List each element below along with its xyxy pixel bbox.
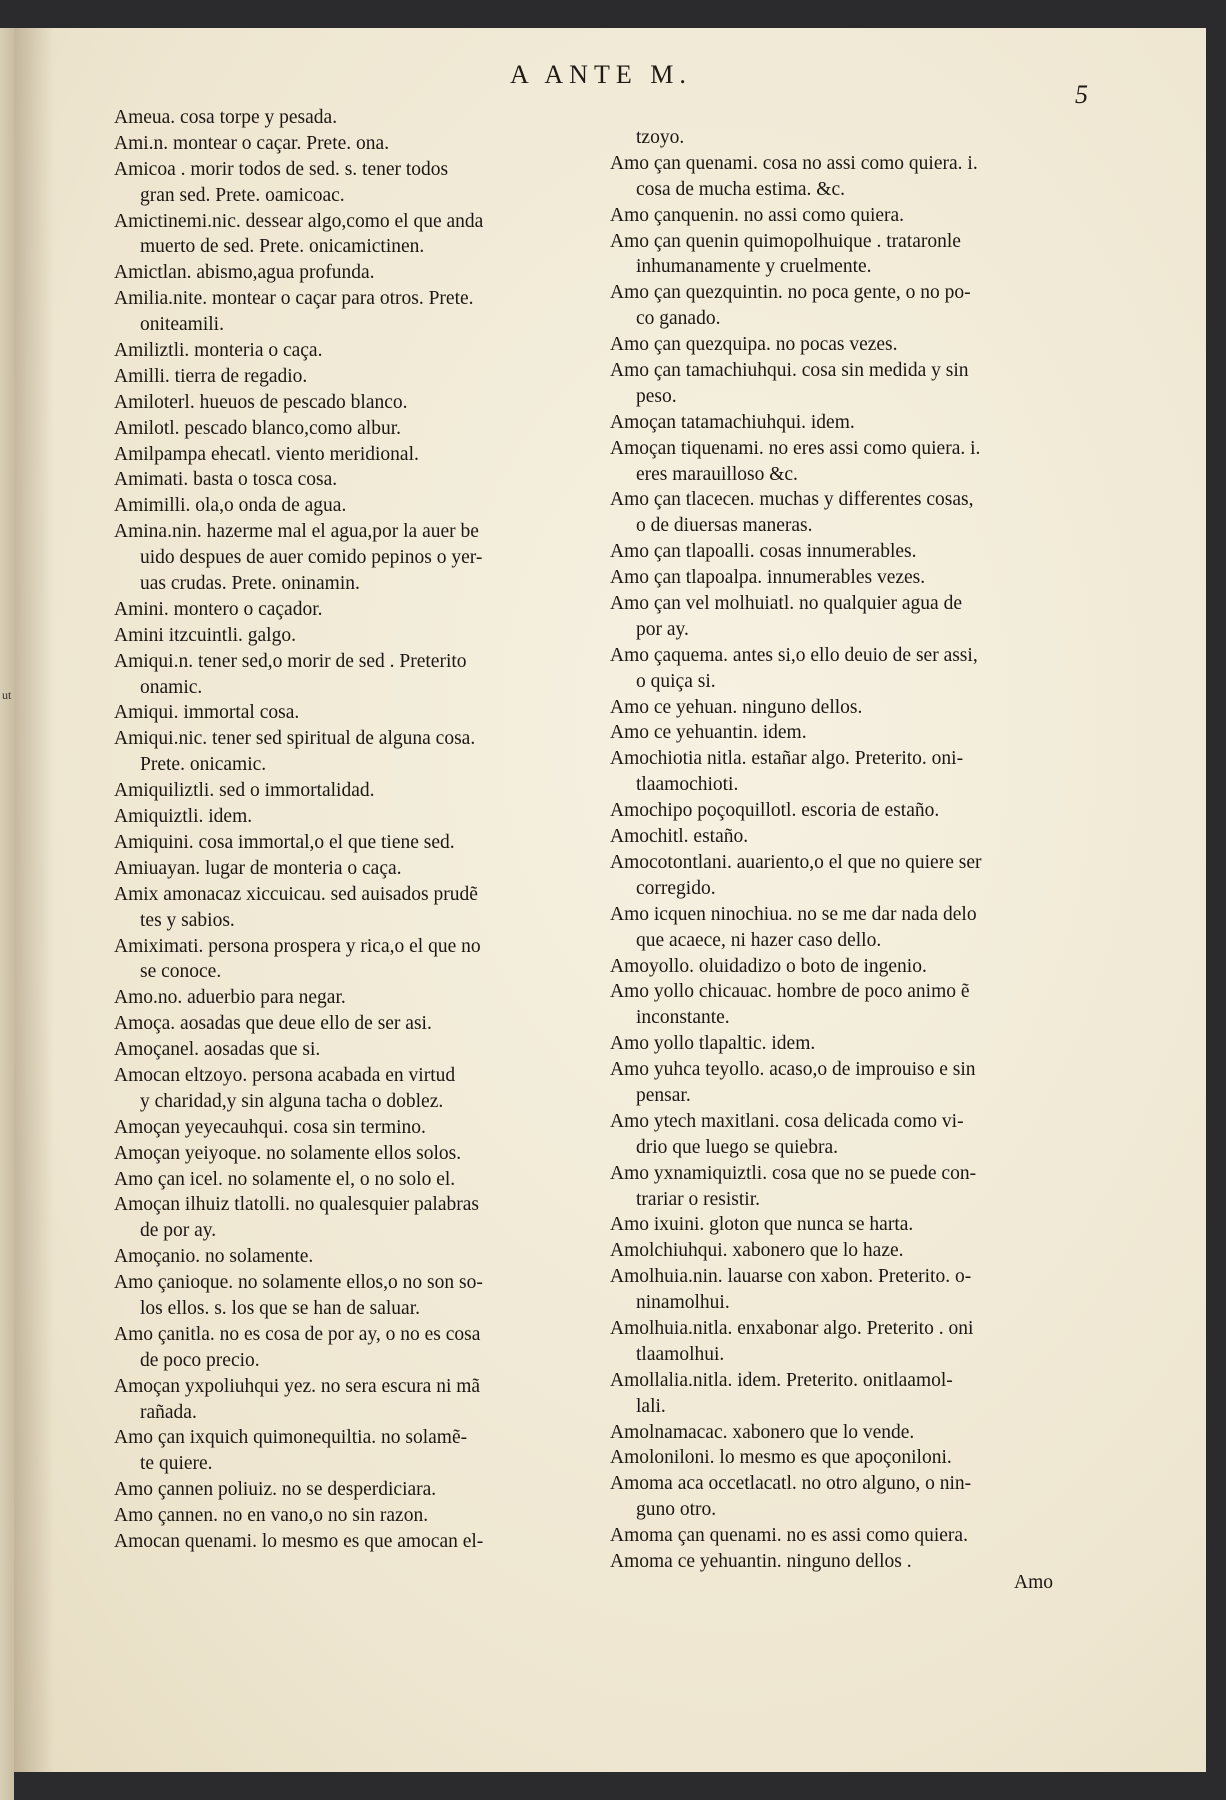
text-line: Amochitl. estaño. [610, 826, 749, 848]
text-line: lali. [636, 1395, 666, 1417]
text-line: Amocan quenami. lo mesmo es que amocan el- [114, 1530, 484, 1552]
text-line: Amini itzcuintli. galgo. [114, 624, 296, 646]
text-line: Amictlan. abismo,agua profunda. [114, 262, 375, 284]
text-line: Amina.nin. hazerme mal el agua,por la auer be [114, 521, 479, 543]
text-line: Amicoa . morir todos de sed. s. tener todos [114, 158, 449, 180]
text-line: Amoma çan quenami. no es assi como quiera. [610, 1525, 968, 1547]
text-line: oniteamili. [140, 314, 224, 336]
text-line: muerto de sed. Prete. onicamictinen. [140, 236, 425, 258]
text-line: que acaece, ni hazer caso dello. [636, 929, 882, 951]
text-line: Amo çanquenin. no assi como quiera. [610, 204, 905, 226]
text-line: por ay. [636, 618, 689, 640]
text-line: inconstante. [636, 1007, 730, 1029]
text-line: Amoçan tatamachiuhqui. idem. [610, 411, 855, 433]
text-line: Amochipo poçoquillotl. escoria de estaño. [610, 800, 940, 822]
text-line: Ami.n. montear o caçar. Prete. ona. [114, 132, 390, 154]
text-line: o quiça si. [636, 670, 716, 692]
text-line: Amolhuia.nitla. enxabonar algo. Preterito . oni [610, 1317, 974, 1339]
text-line: Amolchiuhqui. xabonero que lo haze. [610, 1240, 904, 1262]
text-line: Amoçan yxpoliuhqui yez. no sera escura ni mã [114, 1375, 481, 1397]
text-line: cosa de mucha estima. &c. [636, 178, 846, 200]
right-column [610, 125, 1080, 1575]
text-line: Amollalia.nitla. idem. Preterito. onitlaamol- [610, 1369, 953, 1391]
gutter-shadow [14, 28, 54, 1772]
text-line: Amo ixuini. gloton que nunca se harta. [610, 1214, 914, 1236]
text-line: Amiquiztli. idem. [114, 806, 253, 828]
text-line: Amoça. aosadas que deue ello de ser asi. [114, 1013, 432, 1035]
text-line: co ganado. [636, 308, 721, 330]
running-header: A ANTE M. [510, 60, 692, 89]
text-line: y charidad,y sin alguna tacha o doblez. [140, 1090, 444, 1112]
text-line: Amiloterl. hueuos de pescado blanco. [114, 391, 408, 413]
text-line: Amo çan quenin quimopolhuique . trataronle [610, 230, 961, 252]
facing-page-edge [0, 28, 14, 1800]
text-line: Amo çanitla. no es cosa de por ay, o no es cosa [114, 1323, 481, 1345]
text-line: Amo çan tlacecen. muchas y differentes cosas, [610, 489, 974, 511]
text-line: Amiquini. cosa immortal,o el que tiene sed. [114, 831, 455, 853]
text-line: Ameua. cosa torpe y pesada. [114, 107, 338, 128]
text-line: inhumanamente y cruelmente. [636, 256, 872, 278]
text-line: gran sed. Prete. oamicoac. [140, 184, 345, 206]
margin-mark: ut [2, 688, 12, 702]
text-line: de por ay. [140, 1220, 217, 1242]
text-line: Amo ce yehuan. ninguno dellos. [610, 696, 863, 718]
text-line: trariar o resistir. [636, 1188, 760, 1210]
text-line: Amo çan icel. no solamente el, o no solo el. [114, 1168, 456, 1190]
text-line: uido despues de auer comido pepinos o yer- [140, 547, 483, 569]
text-line: Amolhuia.nin. lauarse con xabon. Preterito. o- [610, 1266, 972, 1288]
text-line: guno otro. [636, 1499, 717, 1521]
text-line: tes y sabios. [140, 909, 235, 931]
text-line: Amo yxnamiquiztli. cosa que no se puede con- [610, 1162, 977, 1184]
text-line: Amimati. basta o tosca cosa. [114, 469, 338, 491]
text-line: Amo ce yehuantin. idem. [610, 722, 807, 744]
text-line: Amo çan vel molhuiatl. no qualquier agua de [610, 593, 962, 615]
text-line: Amo icquen ninochiua. no se me dar nada delo [610, 903, 977, 925]
text-line: Amoma aca occetlacatl. no otro alguno, o nin- [610, 1473, 972, 1495]
text-line: Amo yollo chicauac. hombre de poco animo ẽ [610, 981, 970, 1003]
text-line: eres marauilloso &c. [636, 463, 798, 485]
text-line: Amoçanel. aosadas que si. [114, 1039, 321, 1061]
text-line: Amo ytech maxitlani. cosa delicada como vi- [610, 1110, 964, 1132]
text-line: Amoçan ilhuiz tlatolli. no qualesquier palabras [114, 1194, 479, 1216]
text-line: Amilpampa ehecatl. viento meridional. [114, 443, 419, 465]
text-line: Amo çan tlapoalpa. innumerables vezes. [610, 567, 926, 589]
text-line: se conoce. [140, 961, 222, 983]
text-line: drio que luego se quiebra. [636, 1136, 838, 1158]
text-line: Amocan eltzoyo. persona acabada en virtud [114, 1064, 456, 1086]
text-line: Amix amonacaz xiccuicau. sed auisados prudẽ [114, 883, 478, 905]
text-line: Amiqui.n. tener sed,o morir de sed . Preterito [114, 650, 467, 672]
text-line: Amoçan yeiyoque. no solamente ellos solos. [114, 1142, 462, 1164]
text-line: Amo çan quenami. cosa no assi como quiera. i. [610, 152, 978, 174]
text-line: Amoçan yeyecauhqui. cosa sin termino. [114, 1116, 426, 1138]
text-line: Amo yollo tlapaltic. idem. [610, 1033, 816, 1055]
page-number: 5 [1075, 80, 1088, 109]
text-line: Amiqui. immortal cosa. [114, 702, 300, 724]
text-line: Amo çan ixquich quimonequiltia. no solamẽ- [114, 1427, 468, 1449]
text-line: Amini. montero o caçador. [114, 598, 323, 620]
text-line: o de diuersas maneras. [636, 515, 813, 537]
text-line: Amimilli. ola,o onda de agua. [114, 495, 347, 517]
text-line: Amilli. tierra de regadio. [114, 365, 308, 387]
text-line: Amo yuhca teyollo. acaso,o de improuiso e sin [610, 1059, 976, 1081]
text-line: Amictinemi.nic. dessear algo,como el que anda [114, 210, 484, 232]
text-line: Amo çan tlapoalli. cosas innumerables. [610, 541, 917, 563]
text-line: Amiuayan. lugar de monteria o caça. [114, 857, 402, 879]
catchword: Amo [1014, 1572, 1053, 1593]
text-line: rañada. [140, 1401, 197, 1423]
text-line: Amilia.nite. montear o caçar para otros. Prete. [114, 288, 474, 310]
text-line: Amochiotia nitla. estañar algo. Preterito. oni- [610, 748, 964, 770]
left-column [114, 105, 584, 1555]
text-line: Amo çan quezquintin. no poca gente, o no po- [610, 282, 971, 304]
text-line: Amoçan tiquenami. no eres assi como quiera. i. [610, 437, 981, 459]
text-line: tlaamolhui. [636, 1343, 725, 1365]
text-line: Amilotl. pescado blanco,como albur. [114, 417, 402, 439]
text-line: tlaamochioti. [636, 774, 739, 796]
text-line: Amo.no. aduerbio para negar. [114, 987, 346, 1009]
text-line: los ellos. s. los que se han de saluar. [140, 1297, 420, 1319]
text-line: Amoloniloni. lo mesmo es que apoçoniloni. [610, 1447, 952, 1469]
text-line: Amo çannen poliuiz. no se desperdiciara. [114, 1479, 437, 1501]
text-line: Amo çanioque. no solamente ellos,o no son so- [114, 1272, 483, 1294]
text-line: pensar. [636, 1084, 691, 1106]
text-line: Amocotontlani. auariento,o el que no quiere ser [610, 851, 982, 873]
text-line: tzoyo. [636, 127, 685, 148]
text-line: te quiere. [140, 1453, 213, 1475]
text-line: Amoyollo. oluidadizo o boto de ingenio. [610, 955, 927, 977]
text-line: Prete. onicamic. [140, 754, 267, 776]
text-line: ninamolhui. [636, 1292, 730, 1314]
text-line: Amolnamacac. xabonero que lo vende. [610, 1421, 915, 1443]
text-line: onamic. [140, 676, 203, 698]
text-line: peso. [636, 385, 677, 407]
text-line: Amoma ce yehuantin. ninguno dellos . [610, 1550, 912, 1572]
text-line: Amiquiliztli. sed o immortalidad. [114, 780, 375, 802]
text-line: Amoçanio. no solamente. [114, 1246, 314, 1268]
text-line: uas crudas. Prete. oninamin. [140, 573, 360, 595]
text-line: Amo çannen. no en vano,o no sin razon. [114, 1505, 429, 1527]
text-line: Amo çan quezquipa. no pocas vezes. [610, 334, 898, 356]
text-line: Amiqui.nic. tener sed spiritual de alguna cosa. [114, 728, 476, 750]
text-line: Amo çan tamachiuhqui. cosa sin medida y sin [610, 360, 969, 382]
text-line: Amiliztli. monteria o caça. [114, 340, 323, 362]
text-line: Amo çaquema. antes si,o ello deuio de ser assi, [610, 644, 978, 666]
text-line: Amiximati. persona prospera y rica,o el que no [114, 935, 481, 957]
text-line: de poco precio. [140, 1349, 260, 1371]
text-line: corregido. [636, 877, 716, 899]
